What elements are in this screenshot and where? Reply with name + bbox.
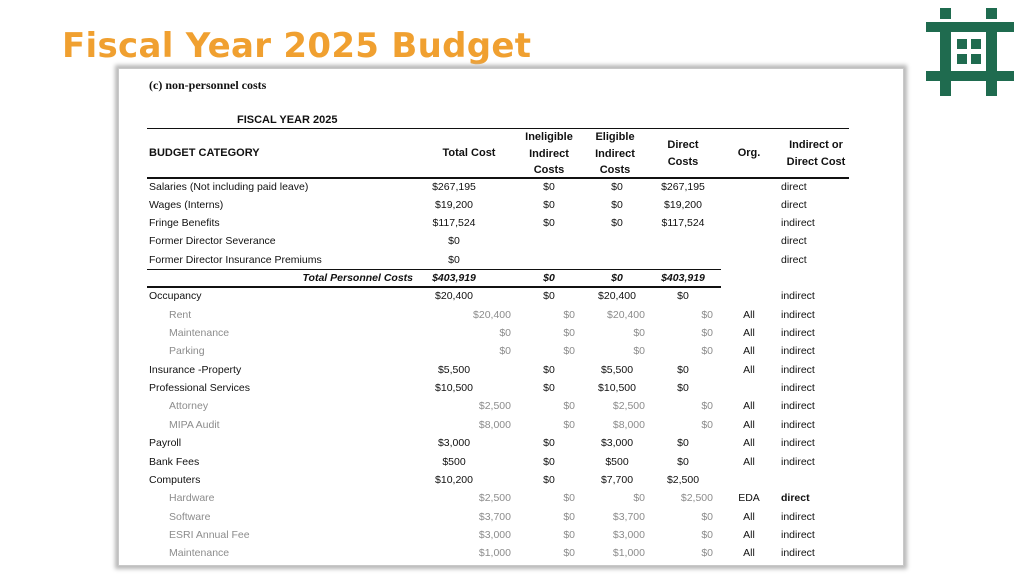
- row-total-cost: $117,524: [432, 217, 476, 229]
- row-org: All: [743, 364, 755, 376]
- row-eligible: $0: [633, 345, 645, 357]
- row-total-cost: $20,400: [435, 290, 473, 302]
- header-direct: [651, 137, 715, 170]
- row-indirect-or-direct: indirect: [781, 364, 815, 376]
- row-total-cost: $5,500: [437, 364, 471, 376]
- row-eligible: $10,500: [598, 382, 636, 394]
- row-total-cost: $3,000: [437, 437, 471, 449]
- row-direct: $0: [677, 290, 689, 302]
- row-total-cost: $10,500: [435, 382, 473, 394]
- row-indirect-or-direct: indirect: [781, 419, 815, 431]
- table-row: [119, 545, 903, 563]
- table-row: [119, 307, 903, 325]
- row-org: All: [743, 529, 755, 541]
- row-category: ESRI Annual Fee: [169, 529, 250, 541]
- header-category: BUDGET CATEGORY: [149, 147, 260, 159]
- row-total-cost: $500: [442, 456, 466, 468]
- row-indirect-or-direct: direct: [781, 199, 807, 211]
- row-indirect-or-direct: indirect: [781, 290, 815, 302]
- header-ineligible-line1: Ineligible: [525, 131, 573, 143]
- row-direct: $117,524: [661, 217, 705, 229]
- row-category: MIPA Audit: [169, 419, 220, 431]
- row-total-cost: $19,200: [435, 199, 473, 211]
- row-eligible: $0: [611, 181, 623, 193]
- row-direct: $0: [701, 529, 713, 541]
- row-org: All: [743, 309, 755, 321]
- table-row: [119, 490, 903, 508]
- row-direct: $2,500: [666, 474, 700, 486]
- row-org: All: [743, 511, 755, 523]
- row-total-cost: $8,000: [478, 419, 511, 431]
- header-eligible-line2: Indirect: [595, 147, 635, 160]
- row-org: All: [743, 345, 755, 357]
- header-indirect-line1: Indirect or: [789, 139, 843, 151]
- row-indirect-or-direct: indirect: [781, 345, 815, 357]
- row-total-cost: $10,200: [435, 474, 473, 486]
- row-ineligible: $0: [563, 419, 575, 431]
- row-total-cost: $0: [499, 345, 511, 357]
- header-direct-line2: Costs: [667, 155, 699, 168]
- row-org: EDA: [738, 492, 760, 504]
- row-category: Bank Fees: [149, 456, 200, 468]
- row-direct: $0: [701, 547, 713, 559]
- row-ineligible: $0: [543, 474, 555, 486]
- row-indirect-or-direct: direct: [781, 492, 810, 504]
- row-category: Occupancy: [149, 290, 202, 302]
- row-indirect-or-direct: indirect: [781, 529, 815, 541]
- row-eligible: $2,500: [612, 400, 645, 412]
- row-ineligible: $0: [543, 456, 555, 468]
- row-indirect-or-direct: direct: [781, 254, 807, 266]
- row-category: Insurance -Property: [149, 364, 242, 376]
- row-total-cost: $2,500: [478, 400, 511, 412]
- row-total-cost: $3,000: [478, 529, 511, 541]
- table-row: [119, 343, 903, 361]
- header-ineligible-line3: Costs: [533, 164, 565, 176]
- row-category: Maintenance: [169, 327, 230, 339]
- table-row: [119, 398, 903, 416]
- row-category: Parking: [169, 345, 205, 357]
- row-category: Software: [169, 511, 211, 523]
- row-total-cost: $3,700: [478, 511, 511, 523]
- table-row: [119, 472, 903, 490]
- table-row: [119, 215, 903, 233]
- row-eligible: $5,500: [600, 364, 634, 376]
- row-eligible: $0: [611, 272, 623, 284]
- row-category: Total Personnel Costs: [302, 272, 413, 284]
- table-row: [119, 435, 903, 453]
- row-total-cost: $20,400: [473, 309, 511, 321]
- row-ineligible: $0: [543, 437, 555, 449]
- row-category: Former Director Severance: [149, 235, 276, 247]
- table-row: [119, 417, 903, 435]
- row-direct: $0: [677, 437, 689, 449]
- hash-grid-logo-icon: [924, 6, 1016, 98]
- row-eligible: $500: [605, 456, 629, 468]
- table-row: [119, 197, 903, 215]
- header-org: Org.: [737, 147, 761, 159]
- row-org: All: [743, 456, 755, 468]
- row-eligible: $7,700: [600, 474, 634, 486]
- row-category: Fringe Benefits: [149, 217, 220, 229]
- table-row: [119, 527, 903, 545]
- row-direct: $0: [701, 419, 713, 431]
- row-ineligible: $0: [543, 199, 555, 211]
- row-category: Salaries (Not including paid leave): [149, 181, 309, 193]
- row-direct: $2,500: [680, 492, 713, 504]
- row-category: Hardware: [169, 492, 215, 504]
- row-eligible: $3,000: [612, 529, 645, 541]
- row-eligible: $0: [611, 199, 623, 211]
- row-direct: $403,919: [661, 272, 705, 284]
- fiscal-year-label: FISCAL YEAR 2025: [237, 114, 338, 126]
- row-ineligible: $0: [563, 511, 575, 523]
- page-title: Fiscal Year 2025 Budget: [62, 26, 532, 66]
- row-total-cost: $0: [499, 327, 511, 339]
- total-bottom-rule: [147, 286, 721, 288]
- header-direct-line1: Direct: [667, 139, 699, 151]
- row-direct: $267,195: [661, 181, 705, 193]
- row-indirect-or-direct: indirect: [781, 547, 815, 559]
- table-row: [119, 288, 903, 306]
- header-indirect-line2: Direct Cost: [786, 155, 846, 168]
- row-org: All: [743, 400, 755, 412]
- row-category: Attorney: [169, 400, 209, 412]
- table-row: [119, 325, 903, 343]
- row-category: Rent: [169, 309, 192, 321]
- row-indirect-or-direct: indirect: [781, 382, 815, 394]
- row-org: All: [743, 547, 755, 559]
- row-eligible: $1,000: [612, 547, 645, 559]
- row-ineligible: $0: [543, 217, 555, 229]
- header-eligible-line1: Eligible: [595, 131, 635, 143]
- row-direct: $0: [677, 364, 689, 376]
- row-category: Maintenance: [169, 547, 230, 559]
- row-category: Payroll: [149, 437, 182, 449]
- header-ineligible: [513, 129, 585, 179]
- row-ineligible: $0: [563, 492, 575, 504]
- row-org: All: [743, 437, 755, 449]
- row-org: All: [743, 419, 755, 431]
- row-indirect-or-direct: indirect: [781, 437, 815, 449]
- row-indirect-or-direct: direct: [781, 235, 807, 247]
- sheet-subheading: (c) non-personnel costs: [149, 78, 267, 92]
- row-ineligible: $0: [543, 364, 555, 376]
- row-eligible: $20,400: [598, 290, 636, 302]
- row-direct: $0: [701, 511, 713, 523]
- row-eligible: $8,000: [612, 419, 645, 431]
- row-org: All: [743, 327, 755, 339]
- header-ineligible-line2: Indirect: [529, 147, 569, 160]
- row-direct: $0: [701, 309, 713, 321]
- row-ineligible: $0: [563, 345, 575, 357]
- row-category: Former Director Insurance Premiums: [149, 254, 322, 266]
- header-eligible: [581, 129, 649, 179]
- row-indirect-or-direct: indirect: [781, 309, 815, 321]
- row-direct: $0: [677, 456, 689, 468]
- row-eligible: $0: [633, 492, 645, 504]
- row-category: Wages (Interns): [149, 199, 224, 211]
- row-category: Computers: [149, 474, 201, 486]
- row-direct: $0: [701, 327, 713, 339]
- header-total-cost: Total Cost: [442, 147, 496, 159]
- header-indirect-or-direct: [775, 137, 857, 170]
- row-total-cost: $2,500: [478, 492, 511, 504]
- row-indirect-or-direct: direct: [781, 181, 807, 193]
- row-ineligible: $0: [543, 272, 555, 284]
- row-total-cost: $267,195: [432, 181, 476, 193]
- row-indirect-or-direct: indirect: [781, 327, 815, 339]
- row-direct: $19,200: [664, 199, 702, 211]
- row-eligible: $20,400: [607, 309, 645, 321]
- budget-sheet: [118, 68, 904, 566]
- row-ineligible: $0: [563, 309, 575, 321]
- row-eligible: $3,700: [612, 511, 645, 523]
- row-ineligible: $0: [543, 181, 555, 193]
- row-total-cost: $403,919: [432, 272, 476, 284]
- row-eligible: $0: [633, 327, 645, 339]
- row-eligible: $0: [611, 217, 623, 229]
- table-row: [119, 362, 903, 380]
- header-eligible-line3: Costs: [599, 164, 631, 176]
- row-category: Professional Services: [149, 382, 250, 394]
- row-indirect-or-direct: indirect: [781, 217, 815, 229]
- total-top-rule: [147, 269, 721, 270]
- row-ineligible: $0: [563, 400, 575, 412]
- row-total-cost: $1,000: [478, 547, 511, 559]
- row-indirect-or-direct: indirect: [781, 400, 815, 412]
- row-total-cost: $0: [448, 254, 460, 266]
- table-row: [119, 179, 903, 197]
- row-ineligible: $0: [543, 290, 555, 302]
- row-direct: $0: [701, 345, 713, 357]
- row-total-cost: $0: [448, 235, 460, 247]
- table-row: [119, 380, 903, 398]
- row-direct: $0: [677, 382, 689, 394]
- table-row: [119, 252, 903, 270]
- row-eligible: $3,000: [600, 437, 634, 449]
- row-ineligible: $0: [563, 529, 575, 541]
- row-indirect-or-direct: indirect: [781, 456, 815, 468]
- row-ineligible: $0: [563, 547, 575, 559]
- table-row: [119, 233, 903, 251]
- header-top-rule: [147, 128, 849, 129]
- row-indirect-or-direct: indirect: [781, 511, 815, 523]
- table-row: [119, 454, 903, 472]
- row-ineligible: $0: [543, 382, 555, 394]
- row-direct: $0: [701, 400, 713, 412]
- row-ineligible: $0: [563, 327, 575, 339]
- table-row: [119, 509, 903, 527]
